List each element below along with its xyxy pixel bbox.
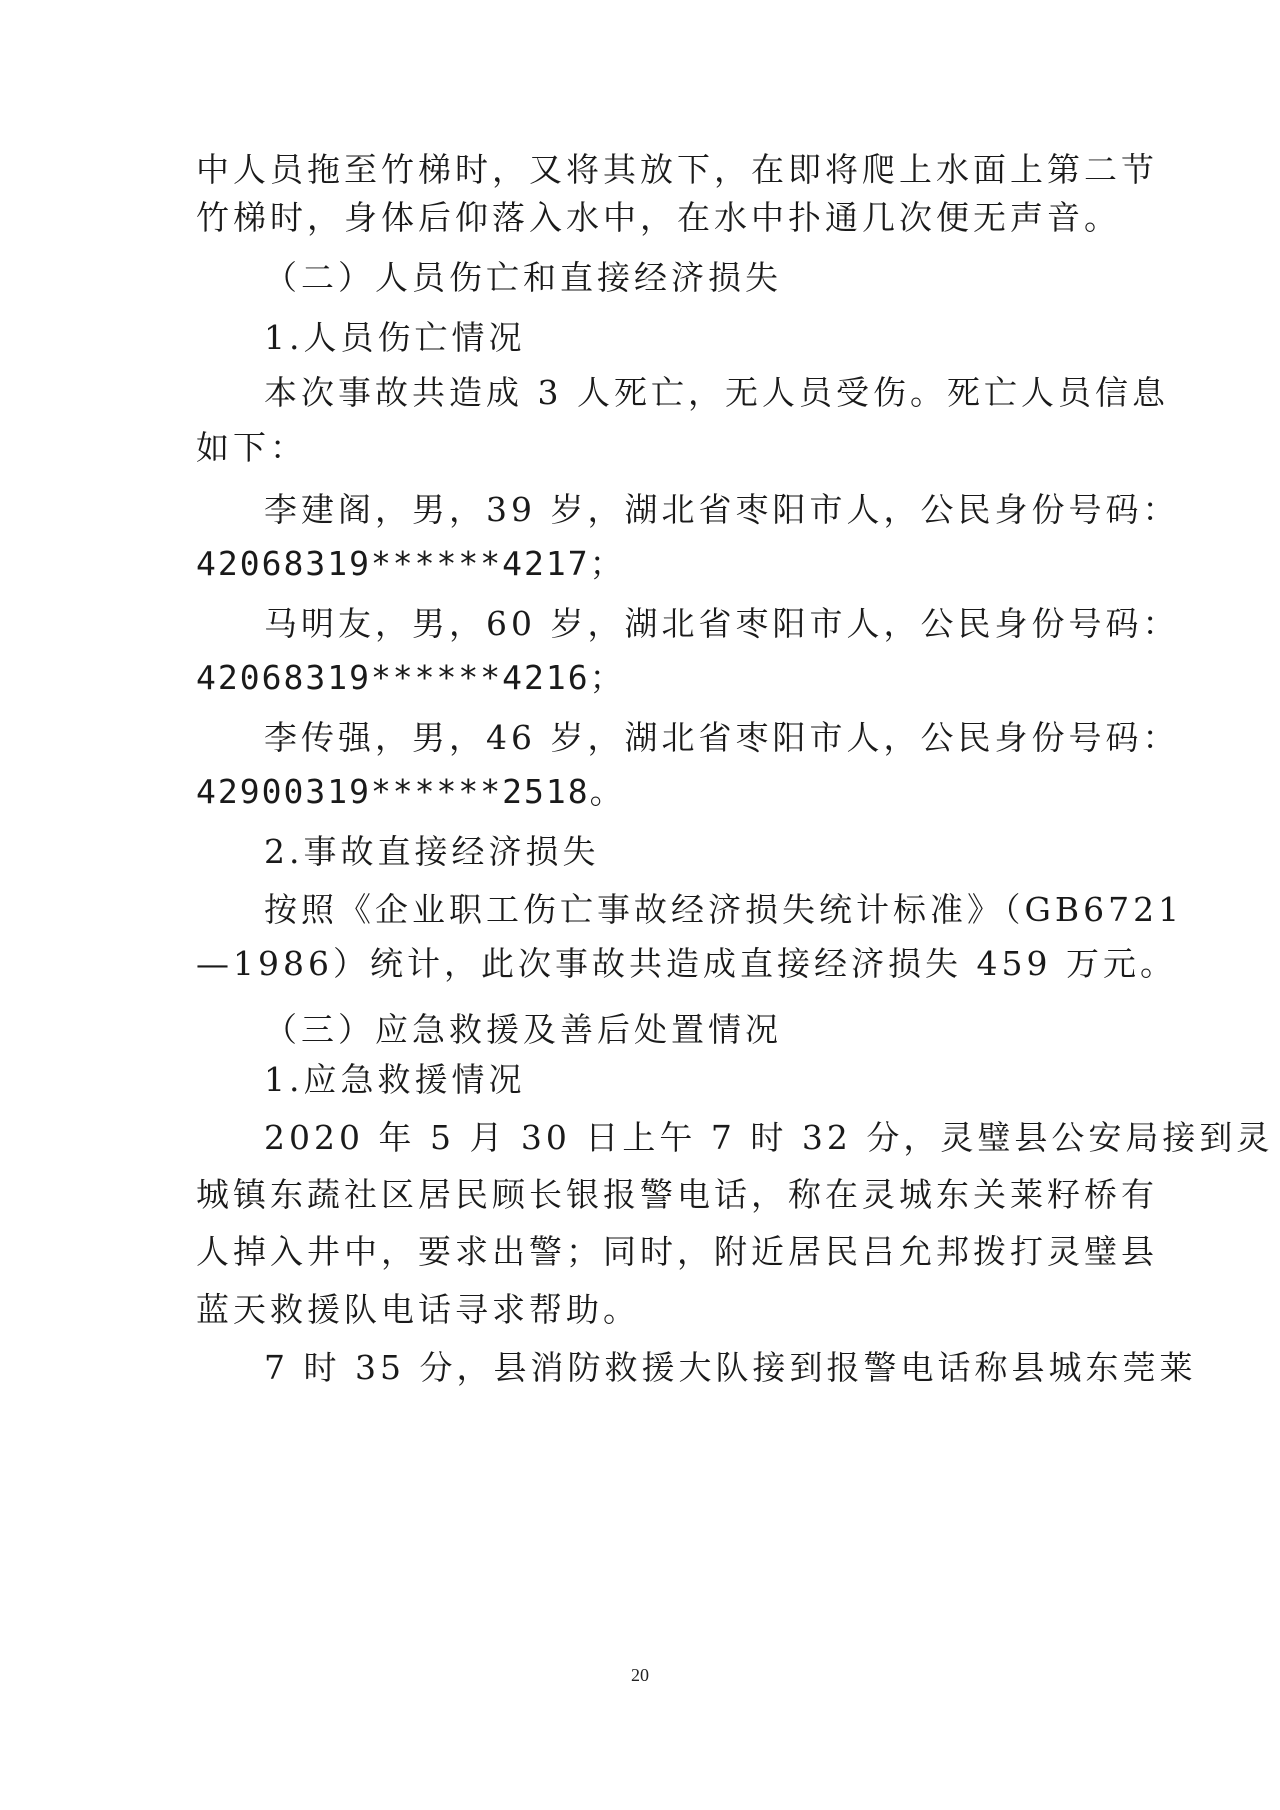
body-line: —1986）统计，此次事故共造成直接经济损失 459 万元。 bbox=[196, 944, 1177, 983]
body-line: 本次事故共造成 3 人死亡，无人员受伤。死亡人员信息 bbox=[264, 373, 1169, 412]
body-line: 城镇东蔬社区居民顾长银报警电话，称在灵城东关莱籽桥有 bbox=[196, 1175, 1158, 1214]
id-number-line: 42900319******2518。 bbox=[196, 772, 625, 811]
victim-info-line: 马明友，男，60 岁，湖北省枣阳市人，公民身份号码： bbox=[264, 604, 1180, 643]
subsection-heading: 2.事故直接经济损失 bbox=[264, 832, 600, 871]
subsection-heading: 1.应急救援情况 bbox=[264, 1060, 526, 1099]
section-heading: （二）人员伤亡和直接经济损失 bbox=[264, 258, 782, 297]
body-line: 2020 年 5 月 30 日上午 7 时 32 分，灵璧县公安局接到灵 bbox=[264, 1118, 1274, 1157]
body-line: 7 时 35 分，县消防救援大队接到报警电话称县城东莞莱 bbox=[264, 1348, 1197, 1387]
body-line: 按照《企业职工伤亡事故经济损失统计标准》（GB6721 bbox=[264, 890, 1184, 929]
body-line: 蓝天救援队电话寻求帮助。 bbox=[196, 1290, 640, 1329]
subsection-heading: 1.人员伤亡情况 bbox=[264, 318, 526, 357]
section-heading: （三）应急救援及善后处置情况 bbox=[264, 1010, 782, 1049]
id-number-line: 42068319******4217； bbox=[196, 544, 625, 583]
body-line: 中人员拖至竹梯时，又将其放下，在即将爬上水面上第二节 bbox=[196, 150, 1158, 189]
victim-info-line: 李传强，男，46 岁，湖北省枣阳市人，公民身份号码： bbox=[264, 718, 1180, 757]
body-line: 竹梯时，身体后仰落入水中，在水中扑通几次便无声音。 bbox=[196, 198, 1121, 237]
id-number-line: 42068319******4216； bbox=[196, 658, 625, 697]
body-line: 人掉入井中，要求出警；同时，附近居民吕允邦拨打灵璧县 bbox=[196, 1232, 1158, 1271]
page-number: 20 bbox=[631, 1665, 649, 1685]
victim-info-line: 李建阁，男，39 岁，湖北省枣阳市人，公民身份号码： bbox=[264, 490, 1180, 529]
body-line: 如下： bbox=[196, 428, 307, 467]
